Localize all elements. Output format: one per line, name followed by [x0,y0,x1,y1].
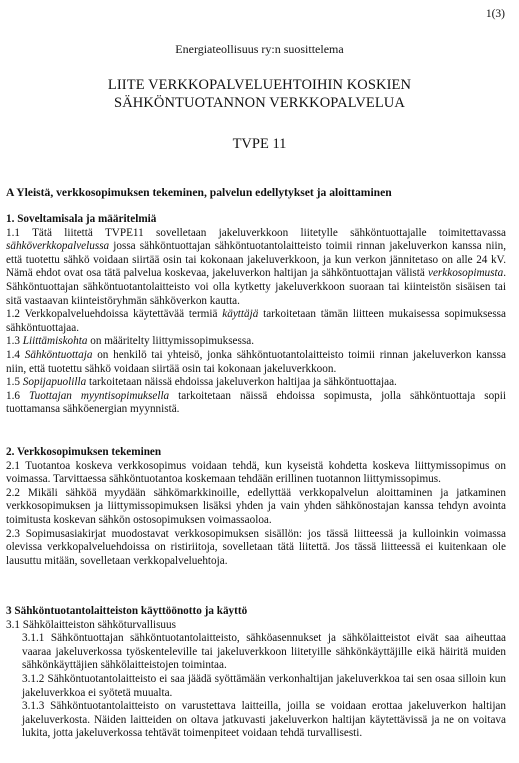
paragraph-1-4: 1.4 Sähköntuottaja on henkilö tai yhteisö, jonka sähköntuotantolaitteisto toimii rinnan jakeluverkon kanssa niin, että tuotettu sähkö voidaan siirtää osin tai kokonaan jakeluverkkoon. [6,348,507,375]
paragraph-1-2: 1.2 Verkkopalveluehdoissa käytettävää termiä käyttäjä tarkoitetaan tämän liitteen mukaisessa sopimuksessa sähköntuottajaa. [6,308,506,334]
term-sopijapuolet: Sopijapuolilla [22,376,87,389]
term-liittamiskohta: Liittämiskohta [22,335,88,348]
term-sahkoverkkopalvelu: sähköverkkopalvelussa [6,240,110,253]
paragraph-1-3: 1.3 Liittämiskohta on määritelty liittymissopimuksessa. [6,335,254,348]
section-a-heading: A Yleistä, verkkosopimuksen tekeminen, palvelun edellytykset ja aloittaminen [6,186,392,199]
paragraph-1-6: 1.6 Tuottajan myyntisopimuksella tarkoitetaan näissä ehdoissa sopimusta, jolla sähköntuottaja sopii tuottamansa sähköenergian myynnistä. [6,389,506,416]
paragraph-2-3: 2.3 Sopimusasiakirjat muodostavat verkkosopimuksen sisällön: jos tässä liitteessä ja kulloinkin voimassa olevissa verkkopalveluehdoissa on ristiriitoja, sovelletaan tätä liitettä. Jos tässä liitteessä ei kuitenkaan ole lausuttu mitään, sovelletaan verkkopalveluehtoja. [6,527,506,567]
paragraph-1-5: 1.5 Sopijapuolilla tarkoitetaan näissä ehdoissa jakeluverkon haltijaa ja sähköntuottajaa. [6,376,397,389]
section-3 [6,605,506,741]
paragraph-3-1-3: 3.1.3 Sähköntuotantolaitteisto on varustettava laitteilla, joilla se voidaan erottaa jakeluverkon haltijan jakeluverkosta. Näiden laitteiden on oltava jatkuvasti jakeluverkon haltijan käytettävissä ja ne on voitava lukita, jotta jakeluverkossa tehtävät toimenpiteet voidaan tehdä turvallisesti. [22,700,506,740]
paragraph-3-1-1: 3.1.1 Sähköntuottajan sähköntuotantolaitteisto, sähköasennukset ja sähkölaitteistot eivät saa aiheuttaa vaaraa jakeluverkossa työskenteleville tai jakeluverkkoon liitetyille sähkönkäyttäjille eikä häiritä muiden sähkönkäyttäjien sähkölaitteistojen toimintaa. [22,632,506,672]
paragraph-2-2: 2.2 Mikäli sähköä myydään sähkömarkkinoille, edellyttää verkkopalvelun aloittaminen ja jatkaminen verkkosopimuksen ja liittymissopimuksen lisäksi yhden ja vain yhden sähkönostajan kanssa tehdyn avointa toimitusta koskevan sähkön ostosopimuksen voimassaoloa. [6,486,506,526]
term-sahkontuottaja: Sähköntuottaja [24,348,93,361]
term-verkkosopimus: verkkosopimusta [428,267,504,280]
subsection-3-1-heading: 3.1 Sähkölaitteiston sähköturvallisuus [6,618,176,631]
paragraph-1-1: 1.1 Tätä liitettä TVPE11 sovelletaan jakeluverkkoon liitetylle sähköntuottajalle toimitettavassa sähköverkkopalvelussa jossa sähköntuottajan sähköntuotantolaitteisto toimii rinnan jakeluverkon kanssa niin, että tuotettu sähkö voidaan siirtää osin tai kokonaan jakeluverkkoon, ja kun verkon jännitetaso on alle 24 kV. Nämä ehdot ovat osa tätä palvelua koskevaa, jakeluverkon haltijan ja sähköntuottajan välistä verkkosopimusta. Sähköntuottajan sähköntuotantolaitteisto voi olla kytketty jakeluverkkoon suoraan tai kiinteistön sisäisen tai sitä vastaavan kiinteistöryhmän sähköverkon kautta. [6,226,506,307]
section-2-heading: 2. Verkkosopimuksen tekeminen [6,446,162,458]
recommendation-line: Energiateollisuus ry:n suosittelema [175,42,344,56]
term-kayttaja: käyttäjä [222,308,259,321]
section-1 [6,213,506,417]
document-title-line-2: SÄHKÖNTUOTANNON VERKKOPALVELUA [114,95,405,111]
paragraph-2-1: 2.1 Tuotantoa koskeva verkkosopimus voidaan tehdä, kun kyseistä kohdetta koskeva liittymissopimus on voimassa. Tarvittaessa sähköntuotantoa koskemaan tehdään erillinen tuotannon liittymissopimus. [6,459,506,486]
paragraph-3-1-2: 3.1.2 Sähköntuotantolaitteisto ei saa jäädä syöttämään verkonhaltijan jakeluverkkoa tai sen osaa silloin kun jakeluverkkoa ei syötetä muualta. [22,672,506,699]
page-number: 1(3) [485,8,505,20]
section-1-heading: 1. Soveltamisala ja määritelmiä [6,213,157,225]
section-2 [6,446,506,568]
term-myyntisopimus: Tuottajan myyntisopimuksella [29,389,170,402]
document-title-line-1: LIITE VERKKOPALVELUEHTOIHIN KOSKIEN [107,77,412,93]
section-3-heading: 3 Sähköntuotantolaitteiston käyttöönotto ja käyttö [6,605,248,617]
document-code: TVPE 11 [232,136,287,152]
